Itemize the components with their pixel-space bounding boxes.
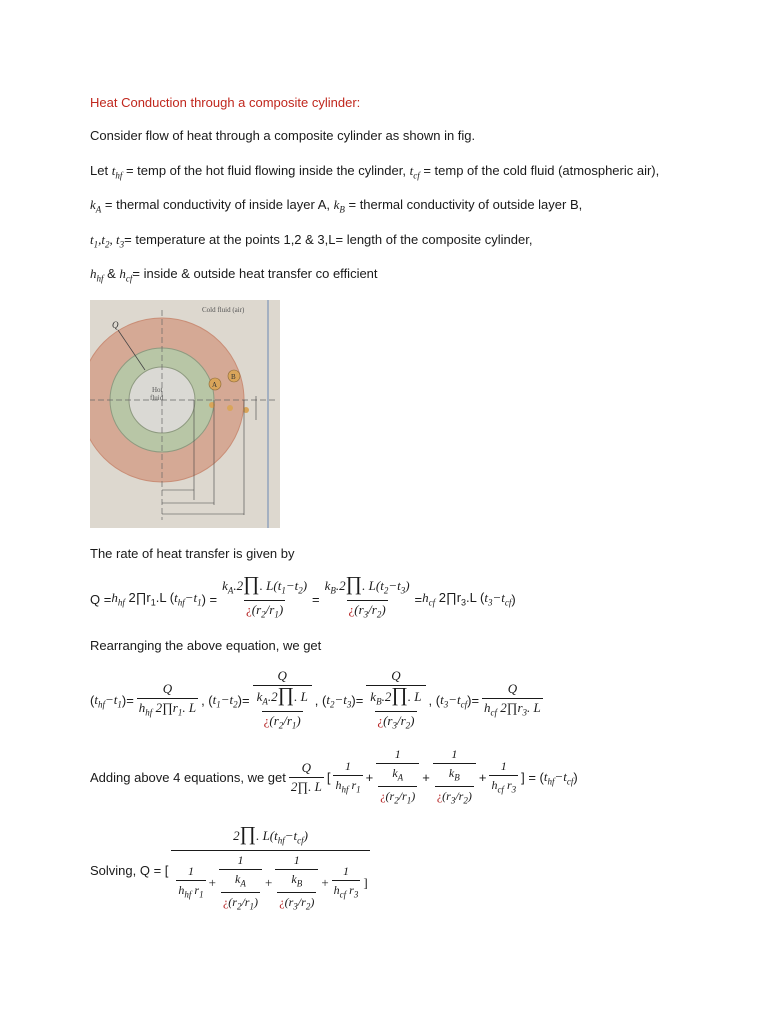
figure-label-b: B <box>231 373 236 381</box>
composite-cylinder-figure <box>90 300 280 528</box>
equation-sum: Adding above 4 equations, we get $\frac{Q}{2\prod. L}$ [ $\frac{1}{h_{hf} r_1}$ + $\frac{1}{\frac{k_A}{¿(r_2/r_1)}}$ + $\frac{1}{\frac{k_B}{¿(r_3/r_2)}}$ + $\frac{1}{h_{cf} r_3}$ ] = ( $t_{hf}-t_{cf}$ ) <box>90 746 578 809</box>
def-text-htc: = inside & outside heat transfer co efficient <box>132 266 378 281</box>
figure-label-fluid: fluid <box>150 394 164 402</box>
def-text-kb: = thermal conductivity of outside layer B, <box>344 197 583 212</box>
def-text-temps: = temperature at the points 1,2 & 3,L= length of the composite cylinder, <box>124 232 533 247</box>
rate-text: The rate of heat transfer is given by <box>90 546 295 561</box>
definition-line-3: $t_1,t_2$, $t_3=$ temperature at the points 1,2 & 3,L= length of the composite cylinder, <box>90 232 533 250</box>
figure-label-cold-fluid: Cold fluid (air) <box>202 306 245 314</box>
def-text-amp: & <box>103 266 120 281</box>
def-text-ka: = thermal conductivity of inside layer A, <box>101 197 334 212</box>
figure-label-hot: Hot <box>152 386 163 394</box>
adding-text: Adding above 4 equations, we get <box>90 769 286 785</box>
figure-label-a: A <box>212 381 218 389</box>
figure-label-q: Q <box>112 320 119 330</box>
equation-rate: Q = $h_{hf}$ $2\prod r_1.L$ ( $t_{hf}-t_1$ ) = $\frac{k_A.2\prod. L(t_1-t_2)}{¿(r_2/r_1)}$ = $\frac{k_B.2\prod. L(t_2-t_3)}{¿(r_3/r_2)}$ = $h_{cf}$ $2\prod r_3.L$ ( $t_3-t_{cf}$ ) <box>90 576 516 622</box>
solving-text: Solving, Q = [ <box>90 862 169 878</box>
def-text-hot-fluid: = temp of the hot fluid flowing inside the cylinder, <box>122 163 410 178</box>
intro-text: Consider flow of heat through a composite cylinder as shown in fig. <box>90 128 476 143</box>
def-text-cold-fluid: = temp of the cold fluid (atmospheric air), <box>419 163 660 178</box>
definition-line-1: Let $t_{hf}$ = temp of the hot fluid flowing inside the cylinder, $t_{cf}$ = temp of the cold fluid (atmospheric air), <box>90 163 660 181</box>
definition-line-2: $k_A$ = thermal conductivity of inside layer A, $k_B$ = thermal conductivity of outside layer B, <box>90 197 583 215</box>
def-text-let: Let <box>90 163 112 178</box>
equation-solution: Solving, Q = [ 2∏. $L(t_{hf}-t_{cf})$ $\frac{1}{h_{hf} r_1}$ + $\frac{1}{\frac{k_A}{¿(r_2/r_1)}}$ + $\frac{1}{\frac{k_B}{¿(r_3/r_2)}}$ + $\frac{1}{h_{cf} r_3}$ ] <box>90 826 373 914</box>
cylinder-diagram <box>90 300 280 528</box>
equation-rearranged: ( $t_{hf}-t_1$ )= $\frac{Q}{h_{hf} 2\prod r_1. L}$ , ( $t_1-t_2$ )= $\frac{Q}{\frac{k_A.2\prod. L}{¿(r_2/r_1)}}$ , ( $t_2-t_3$ )= $\frac{Q}{\frac{k_B.2\prod. L}{¿(r_3/r_2)}}$ , ( $t_3-t_{cf}$ )= $\frac{Q}{h_{cf} 2\prod r_3. L}$ <box>90 668 546 733</box>
page-title: Heat Conduction through a composite cylinder: <box>90 95 361 110</box>
definition-line-4: $h_{hf}$ & $h_{cf}=$ inside & outside heat transfer co efficient <box>90 266 378 284</box>
rearranging-text: Rearranging the above equation, we get <box>90 638 322 653</box>
